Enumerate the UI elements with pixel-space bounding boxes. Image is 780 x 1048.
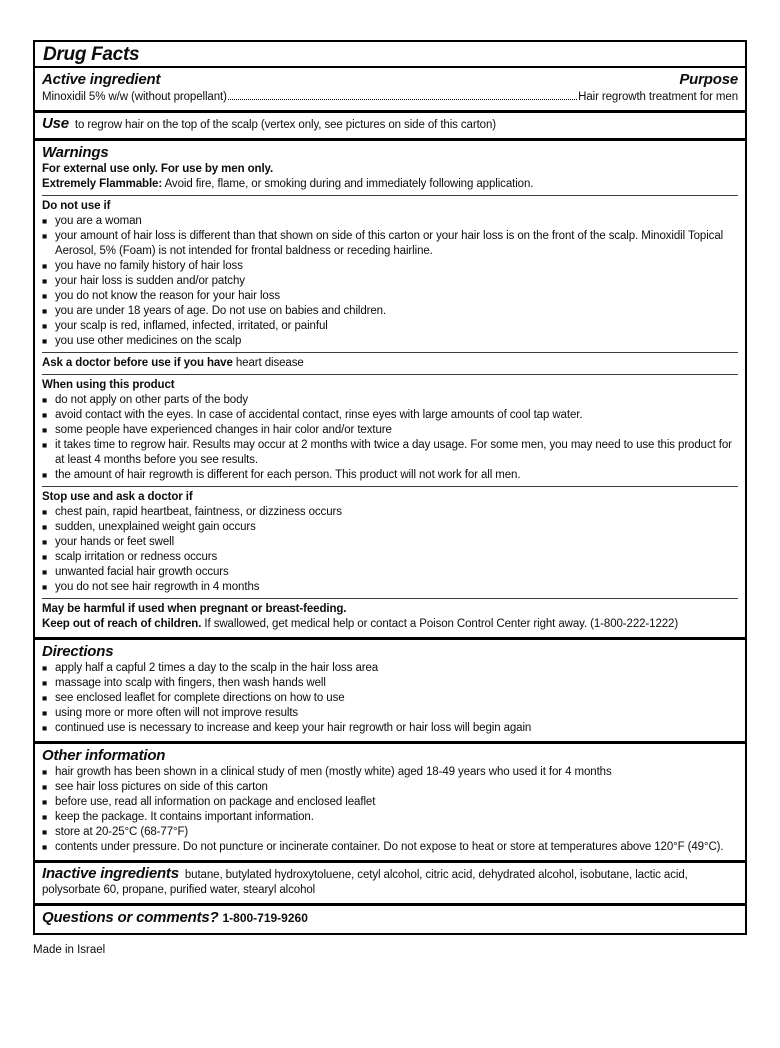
keep-out-line (42, 617, 738, 632)
list-item-text: do not apply on other parts of the body (55, 394, 249, 406)
drug-facts-panel (33, 40, 747, 935)
harmful-line: May be harmful if used when pregnant or breast-feeding. (42, 603, 347, 615)
list-item-text: you are under 18 years of age. Do not use on babies and children. (55, 305, 387, 317)
questions-phone: 1-800-719-9260 (222, 911, 308, 925)
list-item-text: see enclosed leaflet for complete directions on how to use (55, 692, 345, 704)
bullet-square-icon: ■ (42, 797, 48, 807)
ask-doctor-text: heart disease (235, 357, 304, 369)
keep-out-text: If swallowed, get medical help or contact a Poison Control Center right away. (1-800-222-1222) (204, 618, 679, 630)
list-item (42, 810, 738, 825)
bullet-square-icon: ■ (42, 231, 48, 241)
flammable-label: Extremely Flammable: (42, 178, 163, 190)
use-section (35, 110, 745, 138)
ask-doctor-label: Ask a doctor before use if you have (42, 357, 233, 369)
divider (42, 352, 738, 353)
list-item-text: you do not know the reason for your hair loss (55, 290, 280, 302)
bullet-square-icon: ■ (42, 567, 48, 577)
divider (42, 598, 738, 599)
list-item-text: hair growth has been shown in a clinical study of men (mostly white) aged 18-49 years who used it for 4 months (55, 766, 612, 778)
list-item-text: you do not see hair regrowth in 4 months (55, 581, 260, 593)
list-item-text: contents under pressure. Do not puncture or incinerate container. Do not expose to heat or store at temperatures above 120°F (49°C). (55, 841, 724, 853)
list-item-text: some people have experienced changes in hair color and/or texture (55, 424, 392, 436)
list-item-text: your hair loss is sudden and/or patchy (55, 275, 245, 287)
do-not-use-block (42, 199, 738, 349)
list-item (42, 468, 738, 483)
bullet-square-icon: ■ (42, 507, 48, 517)
list-item-text: sudden, unexplained weight gain occurs (55, 521, 256, 533)
list-item-text: apply half a capful 2 times a day to the scalp in the hair loss area (55, 662, 379, 674)
list-item (42, 721, 738, 736)
list-item (42, 319, 738, 334)
bullet-square-icon: ■ (42, 552, 48, 562)
divider (42, 374, 738, 375)
list-item (42, 274, 738, 289)
warnings-section (35, 138, 745, 637)
flammable-text: Avoid fire, flame, or smoking during and immediately following application. (164, 178, 534, 190)
bullet-square-icon: ■ (42, 470, 48, 480)
do-not-use-list (42, 214, 738, 349)
stop-use-heading: Stop use and ask a doctor if (42, 491, 193, 503)
list-item (42, 825, 738, 840)
bullet-square-icon: ■ (42, 306, 48, 316)
list-item-text: continued use is necessary to increase and keep your hair regrowth or hair loss will begin again (55, 722, 532, 734)
list-item-text: store at 20-25°C (68-77°F) (55, 826, 189, 838)
inactive-ingredients-section (35, 860, 745, 903)
list-item (42, 535, 738, 550)
list-item-text: keep the package. It contains important information. (55, 811, 314, 823)
list-item (42, 580, 738, 595)
list-item (42, 706, 738, 721)
keep-out-label: Keep out of reach of children. (42, 618, 202, 630)
bullet-square-icon: ■ (42, 663, 48, 673)
list-item (42, 780, 738, 795)
list-item (42, 565, 738, 580)
list-item (42, 438, 738, 468)
bullet-square-icon: ■ (42, 336, 48, 346)
bullet-square-icon: ■ (42, 537, 48, 547)
when-using-block (42, 378, 738, 483)
list-item (42, 423, 738, 438)
drug-facts-title: Drug Facts (35, 42, 745, 68)
list-item-text: the amount of hair regrowth is different for each person. This product will not work for all men. (55, 469, 521, 481)
list-item-text: you use other medicines on the scalp (55, 335, 242, 347)
when-using-list (42, 393, 738, 483)
directions-section (35, 637, 745, 741)
list-item (42, 661, 738, 676)
bullet-square-icon: ■ (42, 216, 48, 226)
dotted-leader (228, 99, 577, 100)
bullet-square-icon: ■ (42, 812, 48, 822)
list-item-text: chest pain, rapid heartbeat, faintness, or dizziness occurs (55, 506, 342, 518)
list-item (42, 505, 738, 520)
bullet-square-icon: ■ (42, 723, 48, 733)
bullet-square-icon: ■ (42, 276, 48, 286)
made-in-label: Made in Israel (33, 944, 106, 956)
list-item-text: it takes time to regrow hair. Results may occur at 2 months with twice a day usage. For some men, you may need to use this product for at least 4 months before you see results. (55, 439, 732, 466)
bullet-square-icon: ■ (42, 261, 48, 271)
bullet-square-icon: ■ (42, 827, 48, 837)
bullet-square-icon: ■ (42, 582, 48, 592)
other-information-list (42, 765, 738, 855)
bullet-square-icon: ■ (42, 410, 48, 420)
bullet-square-icon: ■ (42, 321, 48, 331)
list-item (42, 408, 738, 423)
bullet-square-icon: ■ (42, 440, 48, 450)
list-item-text: unwanted facial hair growth occurs (55, 566, 229, 578)
use-text: to regrow hair on the top of the scalp (vertex only, see pictures on side of this carton) (74, 119, 497, 131)
warnings-heading: Warnings (42, 144, 109, 161)
bullet-square-icon: ■ (42, 395, 48, 405)
inactive-ingredients-heading: Inactive ingredients (42, 865, 179, 882)
bullet-square-icon: ■ (42, 522, 48, 532)
list-item-text: massage into scalp with fingers, then wash hands well (55, 677, 326, 689)
list-item-text: before use, read all information on package and enclosed leaflet (55, 796, 376, 808)
list-item (42, 289, 738, 304)
list-item-text: see hair loss pictures on side of this carton (55, 781, 268, 793)
bullet-square-icon: ■ (42, 708, 48, 718)
do-not-use-heading: Do not use if (42, 200, 111, 212)
bullet-square-icon: ■ (42, 693, 48, 703)
active-ingredient-heading: Active ingredient (42, 71, 161, 88)
list-item (42, 229, 738, 259)
stop-use-list (42, 505, 738, 595)
questions-heading: Questions or comments? (42, 909, 219, 926)
directions-heading: Directions (42, 643, 114, 660)
other-information-heading: Other information (42, 747, 166, 764)
list-item-text: your hands or feet swell (55, 536, 175, 548)
bullet-square-icon: ■ (42, 782, 48, 792)
divider (42, 486, 738, 487)
ask-doctor-line (42, 356, 738, 371)
purpose-text: Hair regrowth treatment for men (578, 91, 738, 103)
list-item (42, 691, 738, 706)
directions-list (42, 661, 738, 736)
bullet-square-icon: ■ (42, 425, 48, 435)
when-using-heading: When using this product (42, 379, 175, 391)
active-ingredient-name: Minoxidil 5% w/w (without propellant) (42, 91, 227, 103)
active-ingredient-section (35, 68, 745, 110)
list-item (42, 304, 738, 319)
bullet-square-icon: ■ (42, 842, 48, 852)
divider (42, 195, 738, 196)
external-use-line: For external use only. For use by men only. (42, 163, 274, 175)
bullet-square-icon: ■ (42, 678, 48, 688)
list-item-text: you have no family history of hair loss (55, 260, 243, 272)
use-heading: Use (42, 115, 69, 132)
list-item (42, 676, 738, 691)
list-item (42, 334, 738, 349)
list-item (42, 840, 738, 855)
list-item-text: scalp irritation or redness occurs (55, 551, 218, 563)
questions-section (35, 903, 745, 933)
list-item (42, 259, 738, 274)
list-item-text: using more or more often will not improve results (55, 707, 299, 719)
list-item-text: avoid contact with the eyes. In case of accidental contact, rinse eyes with large amounts of cool tap water. (55, 409, 583, 421)
list-item-text: your scalp is red, inflamed, infected, irritated, or painful (55, 320, 328, 332)
list-item-text: you are a woman (55, 215, 142, 227)
flammable-line (42, 177, 738, 192)
list-item (42, 765, 738, 780)
bullet-square-icon: ■ (42, 767, 48, 777)
list-item (42, 393, 738, 408)
purpose-heading: Purpose (679, 71, 738, 88)
list-item (42, 550, 738, 565)
list-item (42, 795, 738, 810)
inactive-ingredients-text: butane, butylated hydroxytoluene, cetyl alcohol, citric acid, dehydrated alcohol, isobutane, lactic acid, polysorbate 60, propane, purified water, stearyl alcohol (42, 869, 688, 896)
bullet-square-icon: ■ (42, 291, 48, 301)
list-item (42, 214, 738, 229)
list-item-text: your amount of hair loss is different than that shown on side of this carton or your hair loss is on the front of the scalp. Minoxidil Topical Aerosol, 5% (Foam) is not intended for frontal baldness or receding hairline. (55, 230, 724, 257)
other-information-section (35, 741, 745, 860)
stop-use-block (42, 490, 738, 595)
list-item (42, 520, 738, 535)
